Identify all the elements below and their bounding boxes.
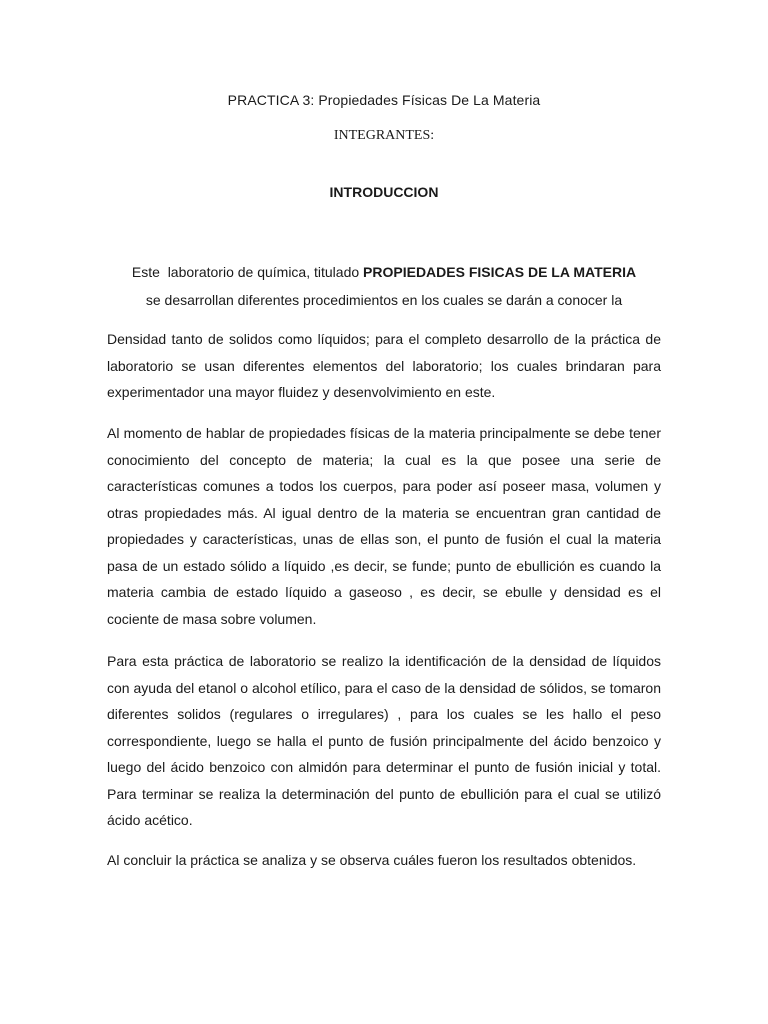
- paragraph-1: Densidad tanto de solidos como líquidos; para el completo desarrollo de la práctica de laboratorio se usan diferentes elementos del laboratorio; los cuales brindaran para experimentador una mayor fluidez y desenvolvimiento en este.: [107, 331, 661, 400]
- intro-line-1: [0, 264, 768, 280]
- integrantes-label: INTEGRANTES:: [333, 128, 435, 143]
- intro-line-2: se desarrollan diferentes procedimientos en los cuales se darán a conocer la: [145, 292, 623, 308]
- document-title: PRACTICA 3: Propiedades Físicas De La Materia: [227, 92, 541, 108]
- paragraph-3: Para esta práctica de laboratorio se realizo la identificación de la densidad de líquidos con ayuda del etanol o alcohol etílico, para el caso de la densidad de sólidos, se tomaron diferentes solidos (regulares o irregulares) , para los cuales se les hallo el peso correspondiente, luego se halla el punto de fusión principalmente del ácido benzoico y luego del ácido benzoico con almidón para determinar el punto de fusión inicial y total. Para terminar se realiza la determinación del punto de ebullición para el cual se utilizó ácido acético.: [107, 653, 661, 828]
- intro-line-1-bold: PROPIEDADES FISICAS DE LA MATERIA: [363, 264, 637, 280]
- paragraph-4: Al concluir la práctica se analiza y se observa cuáles fueron los resultados obtenidos.: [107, 852, 637, 868]
- paragraph-2: Al momento de hablar de propiedades físicas de la materia principalmente se debe tener conocimiento del concepto de materia; la cual es la que posee una serie de características comunes a todos los cuerpos, para poder así poseer masa, volumen y otras propiedades más. Al igual dentro de la materia se encuentran gran cantidad de propiedades y características, unas de ellas son, el punto de fusión el cual la materia pasa de un estado sólido a líquido ,es decir, se funde; punto de ebullición es cuando la materia cambia de estado líquido a gaseoso , es decir, se ebulle y densidad es el cociente de masa sobre volumen.: [107, 425, 661, 627]
- intro-line-1-text: Este laboratorio de química, titulado: [131, 264, 364, 280]
- section-heading: INTRODUCCION: [329, 184, 439, 200]
